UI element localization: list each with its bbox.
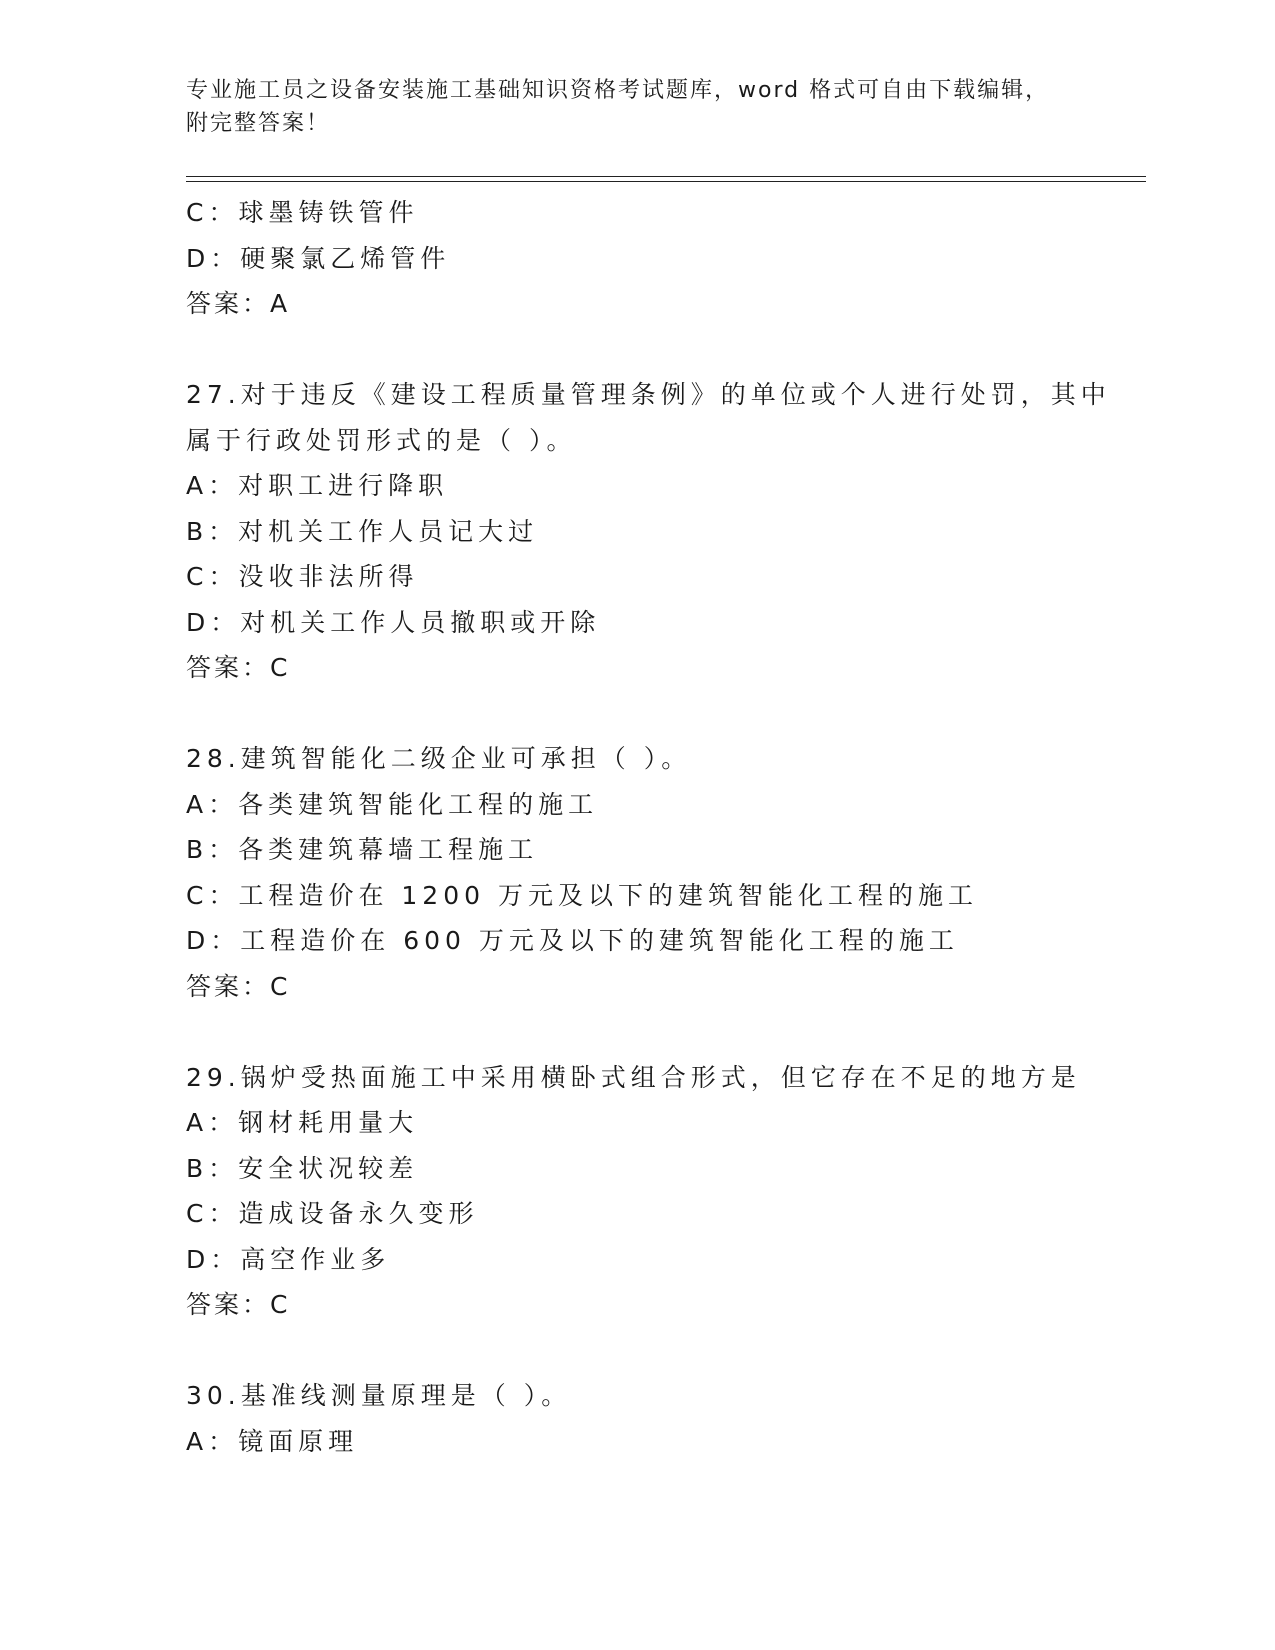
question-stem: 属于行政处罚形式的是（ ）。 <box>186 425 577 455</box>
option-line: D：工程造价在 600 万元及以下的建筑智能化工程的施工 <box>186 926 959 955</box>
option-line: A：各类建筑智能化工程的施工 <box>186 789 599 819</box>
question-list <box>186 190 1146 1464</box>
continued-question <box>186 190 1146 327</box>
option-line: A：镜面原理 <box>186 1426 359 1456</box>
spacer <box>186 691 1146 737</box>
option-line: C：球墨铸铁管件 <box>186 198 419 227</box>
option-line: B：各类建筑幕墙工程施工 <box>186 835 539 864</box>
header-rule-top <box>186 176 1146 177</box>
option-line: A：钢材耗用量大 <box>186 1108 419 1137</box>
question-stem: 27.对于违反《建设工程质量管理条例》的单位或个人进行处罚，其中 <box>186 380 1111 409</box>
spacer <box>186 1328 1146 1374</box>
option-line: B：对机关工作人员记大过 <box>186 516 539 546</box>
option-line: D：对机关工作人员撤职或开除 <box>186 607 601 637</box>
question-stem: 29.锅炉受热面施工中采用横卧式组合形式，但它存在不足的地方是 <box>186 1062 1081 1092</box>
question-stem: 28.建筑智能化二级企业可承担（ ）。 <box>186 744 692 773</box>
option-line: D：高空作业多 <box>186 1244 391 1274</box>
document-header: 专业施工员之设备安装施工基础知识资格考试题库，word 格式可自由下载编辑， 附完整答案！ <box>186 78 1050 136</box>
question-29 <box>186 1055 1146 1328</box>
question-28 <box>186 736 1146 1009</box>
option-line: B：安全状况较差 <box>186 1153 419 1183</box>
answer-line: 答案：C <box>186 1290 291 1319</box>
option-line: C：造成设备永久变形 <box>186 1199 479 1228</box>
option-line: C：工程造价在 1200 万元及以下的建筑智能化工程的施工 <box>186 880 978 910</box>
option-line: D：硬聚氯乙烯管件 <box>186 243 451 273</box>
header-rule-bottom <box>186 181 1146 182</box>
answer-line: 答案：C <box>186 653 291 682</box>
answer-line: 答案：A <box>186 289 291 318</box>
question-stem: 30.基准线测量原理是（ ）。 <box>186 1381 572 1410</box>
question-30 <box>186 1373 1146 1464</box>
option-line: A：对职工进行降职 <box>186 471 449 500</box>
question-27 <box>186 372 1146 691</box>
spacer <box>186 1009 1146 1055</box>
option-line: C：没收非法所得 <box>186 562 419 591</box>
spacer <box>186 327 1146 373</box>
answer-line: 答案：C <box>186 971 291 1001</box>
